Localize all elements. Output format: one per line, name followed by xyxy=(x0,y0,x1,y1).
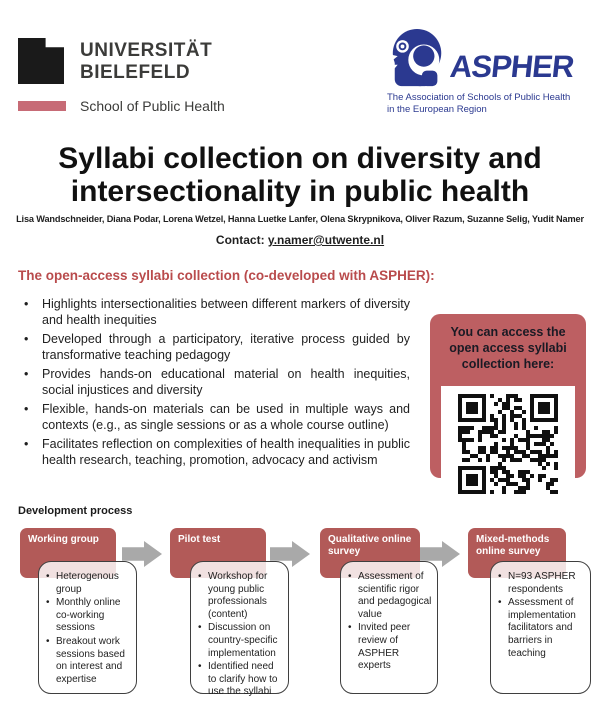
bielefeld-logo-mark-icon xyxy=(18,38,64,84)
poster-title-line2: intersectionality in public health xyxy=(70,175,530,208)
aspher-tagline-line1: The Association of Schools of Public Health xyxy=(387,92,571,103)
process-detail: • Assessment of implementation facilitators and barriers in teaching xyxy=(498,597,586,660)
authors-line: Lisa Wandschneider, Diana Podar, Lorena Wetzel, Hanna Luetke Lanfer, Olena Skrypnikova, Oliver Razum, Suzanne Selig, Yudit Namer xyxy=(16,214,584,224)
poster-title xyxy=(0,142,600,208)
process-detail: • Heterogenous group xyxy=(46,571,132,596)
process-detail: • Monthly online co-working sessions xyxy=(46,597,132,635)
process-detail: • Workshop for young public professionals (content) xyxy=(198,571,284,621)
process-step-details-qualitative-survey xyxy=(340,561,438,694)
aspher-wordmark xyxy=(450,50,582,89)
process-step-details-pilot-test xyxy=(190,561,289,698)
collection-bullet: • Facilitates reflection on complexities of health inequalities in public health research, teaching, promotion, advocacy and activism xyxy=(18,436,410,468)
collection-bullet-list xyxy=(18,296,410,471)
qr-caption: You can access the open access syllabi collection here: xyxy=(449,325,567,371)
process-step-details-working-group xyxy=(38,561,137,694)
qr-panel xyxy=(441,386,575,502)
process-detail: • Assessment of scientific rigor and pedagogical value xyxy=(348,571,433,621)
collection-bullet: • Flexible, hands-on materials can be used in multiple ways and contexts (e.g., as single sessions or as a whole course outline) xyxy=(18,401,410,433)
contact-email-link[interactable]: y.namer@utwente.nl xyxy=(267,233,385,247)
bielefeld-name-line1: UNIVERSITÄT xyxy=(80,40,213,61)
aspher-tagline-line2: in the European Region xyxy=(387,104,487,115)
process-label: Development process xyxy=(18,505,133,517)
contact-label: Contact: xyxy=(215,233,265,247)
process-detail: • Identified need to clarify how to use the syllabi xyxy=(198,661,284,699)
aspher-head-icon xyxy=(387,27,449,94)
process-detail: • Invited peer review of ASPHER experts xyxy=(348,622,433,672)
qr-code xyxy=(458,394,558,494)
process-step-details-mixed-methods-survey xyxy=(490,561,591,694)
process-diagram xyxy=(0,528,600,710)
process-step-title-working-group: Working group xyxy=(20,528,116,578)
poster-title-line1: Syllabi collection on diversity and xyxy=(58,142,542,175)
process-step-title-mixed-methods-survey: Mixed-methods online survey xyxy=(468,528,566,578)
collection-bullet: • Provides hands-on educational material on health inequities, social injustices and diversity xyxy=(18,366,410,398)
qr-access-box xyxy=(430,314,586,478)
aspher-tagline xyxy=(387,92,570,116)
process-step-title-qualitative-survey: Qualitative online survey xyxy=(320,528,420,578)
school-subtitle: School of Public Health xyxy=(80,98,225,114)
process-detail: • N=93 ASPHER respondents xyxy=(498,571,586,596)
aspher-wordmark-text: ASPHER xyxy=(450,50,576,84)
section-heading: The open-access syllabi collection (co-developed with ASPHER): xyxy=(18,268,435,283)
school-accent-bar xyxy=(18,101,66,111)
process-detail: • Discussion on country-specific implementation xyxy=(198,622,284,660)
process-detail: • Breakout work sessions based on interest and expertise xyxy=(46,636,132,686)
contact-line xyxy=(0,233,600,247)
bielefeld-logo-text xyxy=(80,40,212,84)
collection-bullet: • Highlights intersectionalities between different markers of diversity and health inequities xyxy=(18,296,410,328)
collection-bullet: • Developed through a participatory, iterative process guided by transformative teaching pedagogy xyxy=(18,331,410,363)
process-step-title-pilot-test: Pilot test xyxy=(170,528,266,578)
bielefeld-name-line2: BIELEFELD xyxy=(80,62,191,83)
